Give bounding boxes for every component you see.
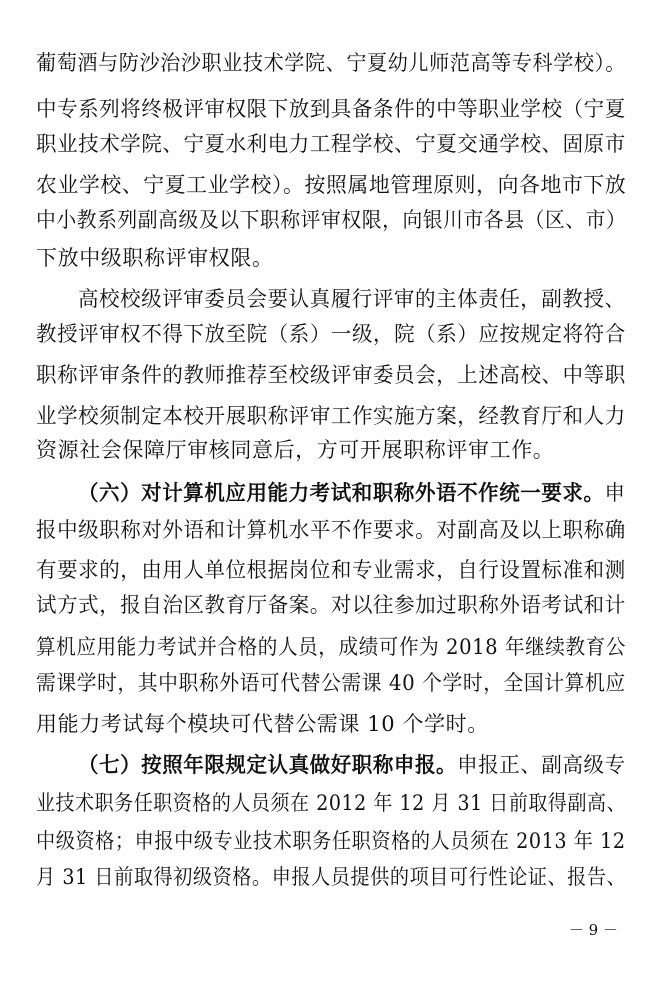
text-line: 需课学时，其中职称外语可代替公需课 40 个学时，全国计算机应: [36, 671, 626, 695]
text-line: 职称评审条件的教师推荐至校级评审委员会，上述高校、中等职: [36, 363, 626, 387]
text-line: 中级资格；申报中级专业技术职务任职资格的人员须在 2013 年 12: [36, 829, 626, 853]
text-line: 月 31 日前取得初级资格。申报人员提供的项目可行性论证、报告、: [36, 865, 627, 889]
section-7-first-line: [78, 752, 626, 778]
text-line: 试方式，报自治区教育厅备案。对以往参加过职称外语考试和计: [36, 593, 626, 617]
page-number: － 9 －: [568, 921, 618, 939]
text-line: 有要求的，由用人单位根据岗位和专业需求，自行设置标准和测: [36, 558, 626, 582]
section-6-first-line: [78, 480, 626, 506]
paragraph-first-line: 高校校级评审委员会要认真履行评审的主体责任，副教授、: [78, 287, 626, 311]
text-line: 业学校须制定本校开展职称评审工作实施方案，经教育厅和人力: [36, 404, 626, 428]
section-7-heading: （七）按照年限规定认真做好职称申报。: [78, 752, 458, 777]
text-line: 教授评审权不得下放至院（系）一级，院（系）应按规定将符合: [36, 322, 626, 346]
section-7-first-tail: 申报正、副高级专: [457, 753, 626, 777]
text-line: 用能力考试每个模块可代替公需课 10 个学时。: [36, 712, 489, 736]
section-6-first-tail: 申: [604, 481, 626, 505]
text-line: 资源社会保障厅审核同意后，方可开展职称评审工作。: [36, 438, 555, 462]
section-6-heading: （六）对计算机应用能力考试和职称外语不作统一要求。: [78, 480, 605, 505]
text-line: 下放中级职称评审权限。: [36, 246, 274, 270]
text-line: 报中级职称对外语和计算机水平不作要求。对副高及以上职称确: [36, 518, 626, 542]
text-line: 中专系列将终极评审权限下放到具备条件的中等职业学校（宁夏: [36, 97, 626, 121]
text-line: 中小教系列副高级及以下职称评审权限，向银川市各县（区、市）: [36, 208, 627, 232]
text-line: 业技术职务任职资格的人员须在 2012 年 12 月 31 日前取得副高、: [36, 791, 627, 815]
text-line: 算机应用能力考试并合格的人员，成绩可作为 2018 年继续教育公: [36, 635, 626, 659]
text-line: 葡萄酒与防沙治沙职业技术学院、宁夏幼儿师范高等专科学校）。: [36, 51, 626, 75]
text-line: 农业学校、宁夏工业学校）。按照属地管理原则，向各地市下放: [36, 173, 627, 197]
text-line: 职业技术学院、宁夏水利电力工程学校、宁夏交通学校、固原市: [36, 132, 626, 156]
